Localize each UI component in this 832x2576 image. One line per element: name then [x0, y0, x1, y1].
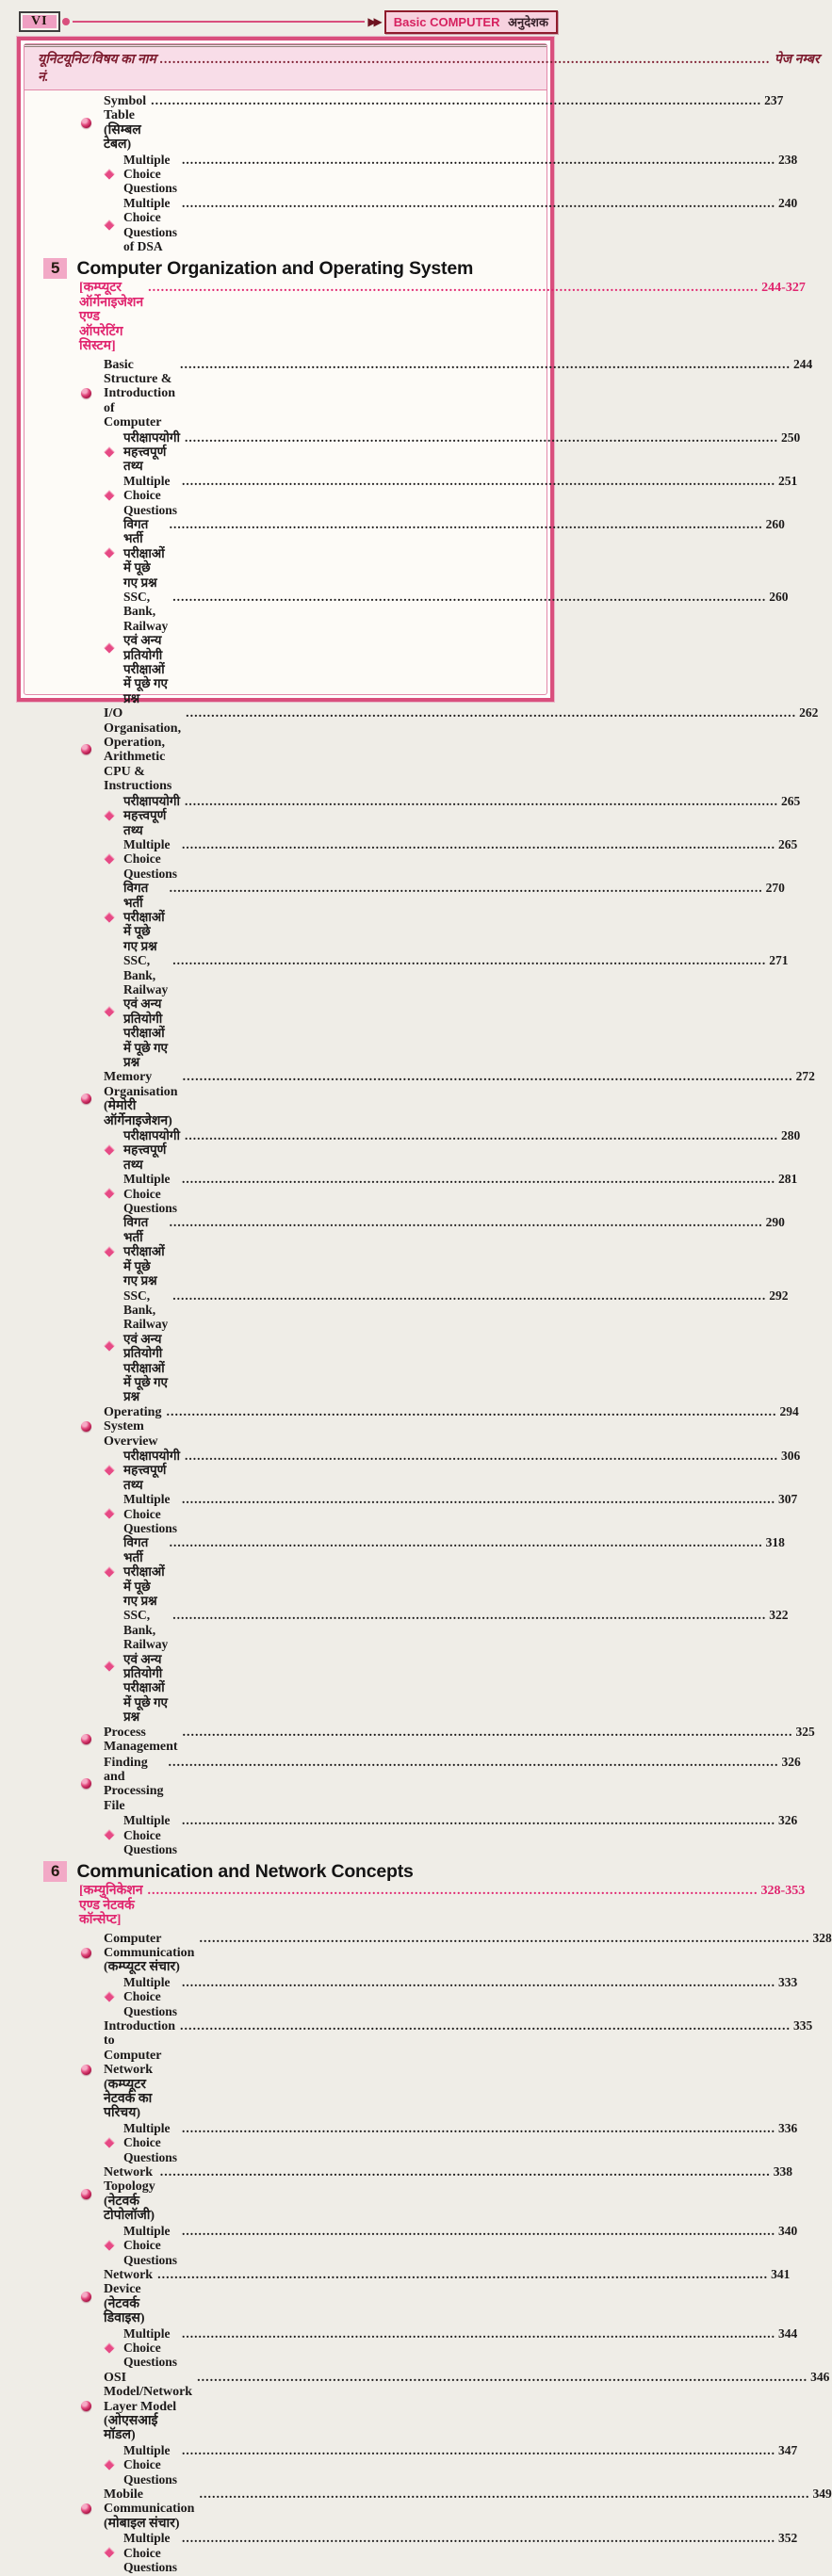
entry-page: 260 [765, 516, 785, 531]
book-title-badge [384, 10, 558, 34]
toc-sub-row [24, 953, 789, 1069]
page-label-badge: VI [19, 11, 60, 32]
dotted-leader [182, 2326, 775, 2341]
dotted-leader [182, 153, 775, 167]
dotted-leader [182, 1492, 775, 1506]
entry-title: Network Device (नेटवर्क डिवाइस) [104, 2267, 154, 2326]
dotted-leader [182, 196, 775, 210]
entry-title: Multiple Choice Questions [123, 2223, 178, 2267]
dotted-leader [183, 1725, 793, 1740]
diamond-bullet-icon [104, 446, 114, 457]
diamond-bullet-icon [104, 1340, 114, 1351]
toc-topic-row [24, 93, 784, 153]
toc-sub-row [24, 1215, 785, 1288]
toc-sub-row [24, 881, 785, 953]
header-dotted-leader [160, 53, 771, 68]
entry-title: परीक्षापयोगी महत्त्वपूर्ण तथ्य [123, 1448, 180, 1492]
dotted-leader [170, 881, 763, 895]
toc-sub-row [24, 2531, 798, 2575]
ball-bullet-icon [81, 2503, 91, 2514]
toc-topic-row [24, 2369, 830, 2443]
dotted-leader [180, 2019, 791, 2033]
unit-subtitle: [कम्प्यूटर ऑर्गेनाइजेशन एण्ड ऑपरेटिंग सिस्टम] [79, 281, 144, 354]
entry-title: Memory Organisation (मेमोरी ऑर्गेनाइजेशन) [104, 1070, 178, 1128]
toc-sub-row [24, 473, 798, 517]
toc-sub-row [24, 195, 798, 254]
diamond-bullet-icon [104, 810, 114, 820]
entry-title: Operating System Overview [104, 1404, 162, 1449]
entry-page: 326 [778, 1813, 798, 1828]
entry-page: 336 [778, 2120, 798, 2135]
entry-page: 265 [778, 836, 798, 851]
unit-title: Computer Organization and Operating System [76, 257, 474, 279]
entry-page: 292 [769, 1288, 789, 1303]
unit-heading-row [24, 1861, 533, 1882]
toc-sub-row [24, 2442, 798, 2487]
entry-title: परीक्षापयोगी महत्त्वपूर्ण तथ्य [123, 429, 180, 474]
entry-title: Network Topology (नेटवर्क टोपोलॉजी) [104, 2165, 155, 2224]
toc-sub-row [24, 2223, 798, 2267]
ball-bullet-icon [81, 744, 91, 754]
dotted-leader [199, 1932, 809, 1946]
ball-bullet-icon [81, 118, 91, 128]
entry-title: Multiple Choice Questions [123, 2531, 178, 2575]
entry-page: 328 [812, 1930, 832, 1945]
entry-page: 251 [778, 473, 798, 488]
entry-page: 290 [765, 1215, 785, 1230]
entry-page: 265 [780, 793, 801, 808]
entry-page: 340 [778, 2223, 798, 2238]
diamond-bullet-icon [104, 169, 114, 179]
toc-sub-row [24, 429, 801, 474]
dotted-leader [148, 1884, 759, 1898]
diamond-bullet-icon [104, 1566, 114, 1577]
entry-title: Multiple Choice Questions [123, 473, 178, 517]
entry-title: Mobile Communication (मोबाइल संचार) [104, 2487, 195, 2531]
diamond-bullet-icon [104, 1144, 114, 1155]
toc-sub-row [24, 516, 785, 590]
diamond-bullet-icon [104, 2240, 114, 2250]
dotted-leader [186, 706, 796, 721]
entry-title: विगत भर्ती परीक्षाओं में पूछे गए प्रश्न [123, 516, 165, 590]
dotted-leader [182, 474, 775, 488]
dotted-leader [182, 837, 775, 851]
unit-number: 5 [43, 258, 67, 279]
entry-title: SSC, Bank, Railway एवं अन्य प्रतियोगी परीक्षाओं में पूछे गए प्रश्न [123, 590, 169, 705]
diamond-bullet-icon [104, 853, 114, 864]
toc-topic-row [24, 1930, 832, 1975]
entry-title: SSC, Bank, Railway एवं अन्य प्रतियोगी परीक्षाओं में पूछे गए प्रश्न [123, 1288, 169, 1404]
entry-page: 281 [778, 1172, 798, 1187]
entry-page: 307 [778, 1492, 798, 1507]
entry-page: 240 [778, 195, 798, 210]
entry-page: 272 [795, 1069, 815, 1084]
entry-page: 344 [778, 2325, 798, 2341]
dotted-leader [169, 1756, 779, 1770]
entry-page: 238 [778, 152, 798, 167]
dotted-leader [197, 2371, 808, 2385]
entry-page: 341 [771, 2266, 791, 2281]
dotted-leader [166, 1405, 776, 1419]
dotted-leader [170, 517, 763, 531]
dotted-leader [182, 1813, 775, 1827]
entry-title: विगत भर्ती परीक्षाओं में पूछे गए प्रश्न [123, 881, 165, 953]
diamond-bullet-icon [104, 1991, 114, 2001]
dotted-leader [185, 1128, 778, 1142]
toc-topic-row [24, 2487, 832, 2531]
toc-sub-row [24, 1288, 789, 1404]
forward-arrows-icon: ▶▶ [367, 15, 380, 28]
toc-sub-row [24, 1172, 798, 1216]
toc-sub-row [24, 1813, 798, 1856]
unit-heading-row [24, 258, 533, 279]
entry-page: 335 [792, 2018, 813, 2033]
dotted-leader [160, 2165, 771, 2179]
unit-page-range: 244-327 [761, 281, 806, 296]
ball-bullet-icon [81, 2292, 91, 2302]
dotted-leader [185, 430, 778, 445]
dotted-leader [182, 2121, 775, 2135]
ball-bullet-icon [81, 1421, 91, 1432]
toc-topic-row [24, 356, 813, 430]
entry-title: Multiple Choice Questions [123, 1813, 178, 1856]
dotted-leader [199, 2487, 809, 2502]
diamond-bullet-icon [104, 490, 114, 500]
dotted-leader [180, 358, 791, 372]
diamond-bullet-icon [104, 2459, 114, 2470]
toc-sub-row [24, 1535, 785, 1609]
entry-page: 294 [779, 1403, 799, 1418]
ball-bullet-icon [81, 1778, 91, 1789]
diamond-bullet-icon [104, 2342, 114, 2353]
dotted-leader [151, 94, 761, 108]
book-title-hi: अनुदेशक [508, 14, 548, 29]
entry-page: 270 [765, 881, 785, 896]
toc-sub-row [24, 836, 798, 881]
entry-page: 352 [778, 2531, 798, 2546]
entry-page: 326 [781, 1754, 801, 1769]
entry-page: 250 [780, 429, 801, 445]
unit-subtitle-row [24, 1884, 806, 1928]
toc-sub-row [24, 1128, 801, 1172]
diamond-bullet-icon [104, 1509, 114, 1519]
entry-title: Finding and Processing File [104, 1755, 164, 1813]
unit-number: 6 [43, 1861, 67, 1882]
entry-title: Symbol Table (सिम्बल टेबल) [104, 94, 147, 153]
ball-bullet-icon [81, 2189, 91, 2199]
toc-sub-row [24, 793, 801, 837]
unit-page-range: 328-353 [760, 1884, 806, 1899]
toc-topic-row [24, 705, 819, 794]
entry-title: Multiple Choice Questions of DSA [123, 195, 178, 254]
entry-page: 262 [799, 705, 819, 721]
entry-page: 338 [773, 2164, 792, 2179]
entry-page: 260 [769, 590, 789, 604]
toc-sub-row [24, 1608, 789, 1725]
toc-topic-row [24, 1069, 815, 1128]
dotted-leader [172, 590, 766, 604]
diamond-bullet-icon [104, 1006, 114, 1016]
dotted-leader [148, 281, 759, 295]
entry-title: Process Management [104, 1725, 178, 1755]
dotted-leader [172, 953, 766, 967]
dotted-leader [170, 1215, 763, 1229]
toc-sub-row [24, 590, 789, 705]
ball-bullet-icon [81, 1734, 91, 1744]
column-page-no: पेज नम्बर [774, 53, 820, 67]
entry-page: 318 [765, 1535, 785, 1550]
dotted-leader [172, 1608, 766, 1622]
entry-page: 306 [780, 1448, 801, 1463]
connector-dot-icon [62, 18, 70, 25]
entry-title: Multiple Choice Questions [123, 2120, 178, 2164]
toc-inner-frame [24, 43, 832, 2575]
unit-subtitle-row [24, 281, 806, 354]
entry-page: 346 [810, 2369, 830, 2384]
toc-topic-row [24, 2018, 813, 2121]
diamond-bullet-icon [104, 2137, 114, 2147]
entry-page: 244 [792, 356, 813, 371]
running-head [19, 9, 558, 34]
entry-title: विगत भर्ती परीक्षाओं में पूछे गए प्रश्न [123, 1535, 165, 1609]
diamond-bullet-icon [104, 1661, 114, 1671]
diamond-bullet-icon [104, 219, 114, 230]
toc-sub-row [24, 2120, 798, 2164]
ball-bullet-icon [81, 1948, 91, 1958]
toc-box [17, 37, 832, 2575]
entry-title: विगत भर्ती परीक्षाओं में पूछे गए प्रश्न [123, 1215, 165, 1288]
entry-title: Multiple Choice Questions [123, 1172, 178, 1216]
entry-title: Multiple Choice Questions [123, 2325, 178, 2370]
unit-title: Communication and Network Concepts [76, 1860, 414, 1882]
entry-title: Multiple Choice Questions [123, 836, 178, 881]
book-title-en: Basic COMPUTER [393, 14, 500, 29]
column-unit-no: यूनिट नं. [38, 53, 63, 85]
entry-title: Multiple Choice Questions [123, 2442, 178, 2487]
ball-bullet-icon [81, 2401, 91, 2411]
dotted-leader [183, 1070, 793, 1084]
diamond-bullet-icon [104, 548, 114, 559]
toc-topic-row [24, 1754, 801, 1814]
entry-title: Multiple Choice Questions [123, 1492, 178, 1535]
ball-bullet-icon [81, 2065, 91, 2075]
entry-title: SSC, Bank, Railway एवं अन्य प्रतियोगी परीक्षाओं में पूछे गए प्रश्न [123, 953, 169, 1069]
dotted-leader [172, 1288, 766, 1303]
toc-header-row [24, 44, 820, 90]
dotted-leader [182, 1172, 775, 1186]
entry-title: Basic Structure & Introduction of Computer [104, 357, 175, 430]
toc-sub-row [24, 1974, 798, 2018]
toc-sub-row [24, 152, 798, 196]
toc-rows [24, 90, 832, 2576]
entry-title: परीक्षापयोगी महत्त्वपूर्ण तथ्य [123, 1128, 180, 1172]
diamond-bullet-icon [104, 1465, 114, 1475]
dotted-leader [182, 2443, 775, 2457]
toc-sub-row [24, 1492, 798, 1535]
diamond-bullet-icon [104, 1189, 114, 1199]
entry-title: OSI Model/Network Layer Model (ओएसआई मॉडल) [104, 2370, 193, 2443]
entry-page: 333 [778, 1974, 798, 1989]
dotted-leader [170, 1535, 763, 1549]
entry-title: Introduction to Computer Network (कम्प्यूटर नेटवर्क का परिचय) [104, 2019, 175, 2121]
toc-sub-row [24, 1448, 801, 1492]
entry-page: 349 [812, 2487, 832, 2501]
toc-topic-row [24, 2266, 791, 2326]
entry-title: Multiple Choice Questions [123, 1974, 178, 2018]
toc-topic-row [24, 1724, 815, 1755]
connector-line [73, 21, 366, 23]
dotted-leader [157, 2268, 768, 2282]
entry-page: 271 [769, 953, 789, 968]
entry-title: Computer Communication (कम्प्यूटर संचार) [104, 1931, 195, 1975]
diamond-bullet-icon [104, 642, 114, 653]
diamond-bullet-icon [104, 1830, 114, 1840]
dotted-leader [185, 1449, 778, 1463]
entry-title: SSC, Bank, Railway एवं अन्य प्रतियोगी परीक्षाओं में पूछे गए प्रश्न [123, 1608, 169, 1725]
entry-page: 280 [780, 1128, 801, 1143]
column-unit-name: यूनिट/विषय का नाम [62, 53, 156, 67]
entry-page: 325 [795, 1724, 815, 1739]
dotted-leader [185, 794, 778, 808]
diamond-bullet-icon [104, 1246, 114, 1256]
entry-title: I/O Organisation, Operation, Arithmetic CPU & Instructions [104, 706, 182, 794]
entry-page: 347 [778, 2442, 798, 2457]
diamond-bullet-icon [104, 912, 114, 922]
entry-page: 322 [769, 1608, 789, 1623]
toc-topic-row [24, 2164, 792, 2224]
unit-subtitle: [कम्युनिकेशन एण्ड नेटवर्क कॉन्सेप्ट] [79, 1884, 143, 1928]
entry-page: 237 [764, 93, 784, 107]
entry-title: Multiple Choice Questions [123, 152, 178, 196]
toc-sub-row [24, 2325, 798, 2370]
ball-bullet-icon [81, 388, 91, 398]
toc-topic-row [24, 1403, 799, 1449]
dotted-leader [182, 2531, 775, 2545]
dotted-leader [182, 2224, 775, 2238]
ball-bullet-icon [81, 1094, 91, 1104]
diamond-bullet-icon [104, 2548, 114, 2558]
dotted-leader [182, 1975, 775, 1989]
entry-title: परीक्षापयोगी महत्त्वपूर्ण तथ्य [123, 793, 180, 837]
